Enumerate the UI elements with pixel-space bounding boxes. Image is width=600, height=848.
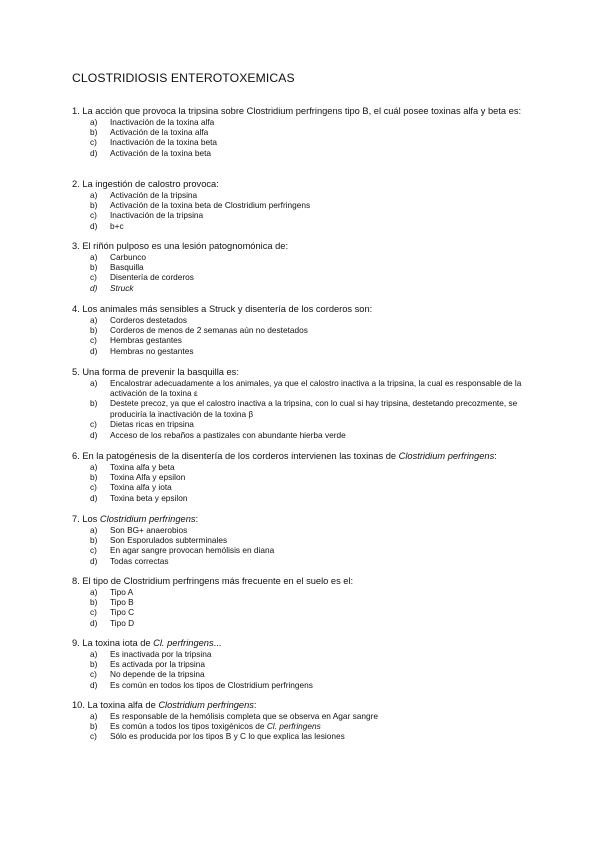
options-list	[72, 315, 528, 357]
options-list	[72, 711, 528, 742]
option-b[interactable]: b) Tipo B	[90, 596, 134, 607]
question-stem: 4. Los animales más sensibles a Struck y disentería de los corderos son:	[72, 304, 373, 314]
question-1	[72, 106, 528, 158]
option-d[interactable]: d) Hembras no gestantes	[90, 345, 194, 356]
question-9	[72, 638, 528, 690]
option-d[interactable]: d) Todas correctas	[90, 555, 169, 566]
options-list	[72, 378, 528, 440]
option-b[interactable]: b) Activación de la toxina alfa	[90, 126, 209, 137]
options-list	[72, 462, 528, 504]
option-b[interactable]: b) Corderos de menos de 2 semanas aún no destetados	[90, 324, 308, 335]
option-a[interactable]: a) Tipo A	[90, 586, 134, 597]
options-list	[72, 252, 528, 294]
option-c[interactable]: c) En agar sangre provocan hemólisis en diana	[90, 545, 275, 556]
option-a[interactable]: a) Activación de la tripsina	[90, 189, 198, 200]
question-10	[72, 700, 528, 742]
options-list	[72, 190, 528, 232]
option-d[interactable]: d) Acceso de los rebaños a pastizales con abundante hierba verde	[90, 429, 346, 440]
option-c[interactable]: c) Inactivación de la tripsina	[90, 210, 204, 221]
option-b[interactable]: b) Son Esporulados subterminales	[90, 534, 228, 545]
option-d[interactable]: d) Toxina beta y epsilon	[90, 492, 188, 503]
question-stem: 1. La acción que provoca la tripsina sobre Clostridium perfringens tipo B, el cuál posee toxinas alfa y beta es:	[72, 106, 522, 116]
option-a[interactable]: a) Corderos destetados	[90, 314, 188, 325]
option-b[interactable]: b) Destete precoz, ya que el calostro inactiva a la tripsina, con lo cual si hay tripsina, destetando precozmente, se produciría la inactivación de la toxina β	[90, 398, 518, 419]
option-a[interactable]: a) Inactivación de la toxina alfa	[90, 116, 215, 127]
option-b[interactable]: b) Activación de la toxina beta de Clostridium perfringens	[90, 199, 311, 210]
option-a[interactable]: a) Carbunco	[90, 251, 146, 262]
option-b[interactable]: b) Es común a todos los tipos toxigénicos de Cl. perfringens	[90, 720, 321, 731]
option-d[interactable]: d) Tipo D	[90, 617, 135, 628]
options-list	[72, 587, 528, 629]
question-stem: 8. El tipo de Clostridium perfringens más frecuente en el suelo es el:	[72, 576, 354, 586]
option-d[interactable]: d) Activación de la toxina beta	[90, 147, 212, 158]
document-title: CLOSTRIDIOSIS ENTEROTOXEMICAS	[72, 71, 295, 85]
question-stem: 3. El riñón pulposo es una lesión patognomónica de:	[72, 241, 289, 251]
option-a[interactable]: a) Toxina alfa y beta	[90, 461, 175, 472]
question-stem: 5. Una forma de prevenir la basquilla es:	[72, 367, 239, 377]
option-c[interactable]: c) No depende de la tripsina	[90, 669, 205, 680]
option-b[interactable]: b) Basquilla	[90, 261, 144, 272]
question-stem: 2. La ingestión de calostro provoca:	[72, 179, 219, 189]
options-list	[72, 649, 528, 691]
question-8	[72, 576, 528, 628]
option-c[interactable]: c) Toxina alfa y iota	[90, 482, 172, 493]
question-3	[72, 241, 528, 293]
options-list	[72, 525, 528, 567]
option-b[interactable]: b) Toxina Alfa y epsilon	[90, 471, 186, 482]
option-d[interactable]: d) Es común en todos los tipos de Clostridium perfringens	[90, 679, 313, 690]
option-c[interactable]: c) Disentería de corderos	[90, 272, 194, 283]
option-c[interactable]: c) Hembras gestantes	[90, 335, 182, 346]
question-stem: 10. La toxina alfa de Clostridium perfringens:	[72, 700, 257, 710]
question-stem: 7. Los Clostridium perfringens:	[72, 514, 199, 524]
option-b[interactable]: b) Es activada por la tripsina	[90, 658, 206, 669]
question-5	[72, 367, 528, 440]
option-a[interactable]: a) Es responsable de la hemólisis completa que se observa en Agar sangre	[90, 710, 378, 721]
option-c[interactable]: c) Dietas ricas en tripsina	[90, 419, 194, 430]
question-4	[72, 304, 528, 356]
option-a[interactable]: a) Son BG+ anaerobios	[90, 524, 188, 535]
option-d[interactable]: d) b+c	[90, 220, 124, 231]
question-2	[72, 179, 528, 231]
option-a[interactable]: a) Es inactivada por la tripsina	[90, 648, 212, 659]
option-c[interactable]: c) Sólo es producida por los tipos B y C lo que explica las lesiones	[90, 731, 345, 742]
option-c[interactable]: c) Tipo C	[90, 607, 135, 618]
question-stem: 6. En la patogénesis de la disentería de los corderos intervienen las toxinas de Clostridium perfringens:	[72, 451, 497, 461]
option-d[interactable]: d) Struck	[90, 282, 134, 293]
option-c[interactable]: c) Inactivación de la toxina beta	[90, 137, 218, 148]
question-6	[72, 451, 528, 503]
option-a[interactable]: a) Encalostrar adecuadamente a los animales, ya que el calostro inactiva a la tripsina, la cual es responsable de la activación de la toxina ε	[90, 377, 522, 398]
options-list	[72, 117, 528, 159]
question-stem: 9. La toxina iota de Cl. perfringens...	[72, 638, 222, 648]
question-7	[72, 514, 528, 566]
